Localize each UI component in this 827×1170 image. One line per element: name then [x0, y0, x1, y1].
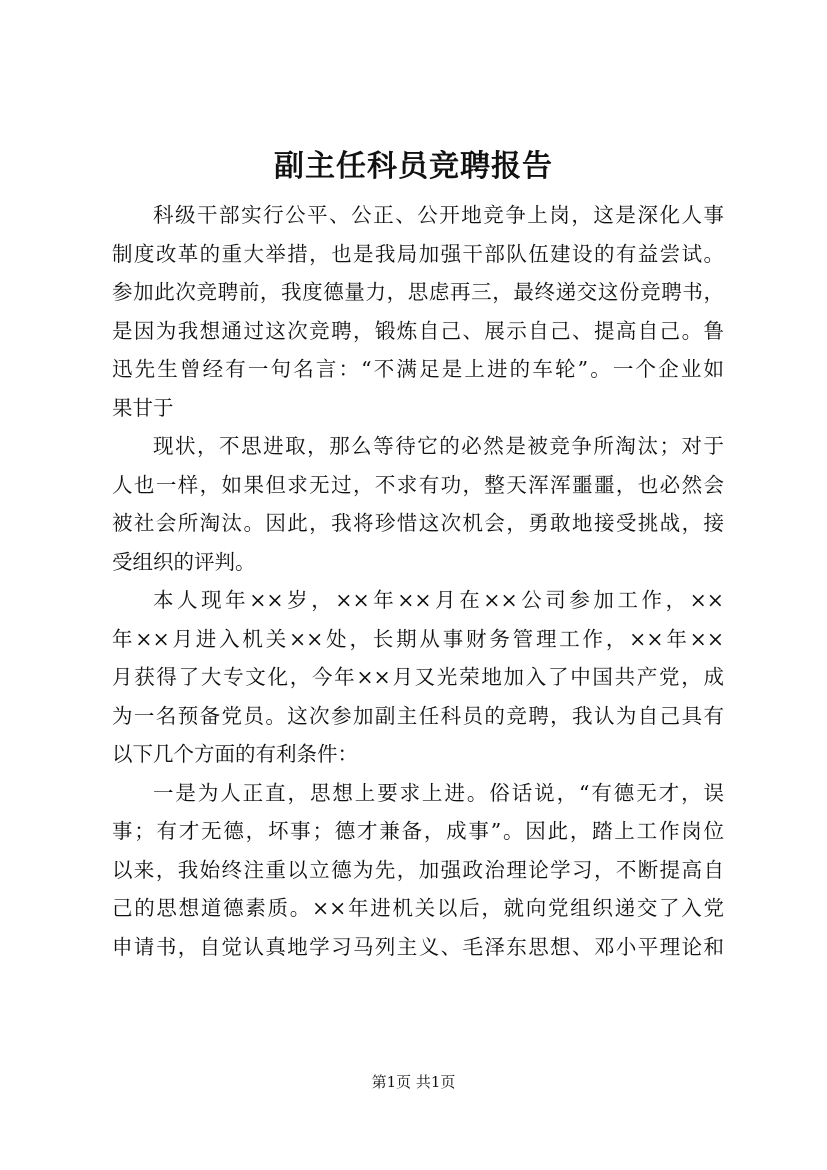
text-line: 是因为我想通过这次竞聘，锻炼自己、展示自己、提高自己。鲁	[112, 318, 724, 343]
text-line: 年××月进入机关××处，长期从事财务管理工作，××年××	[112, 626, 724, 651]
text-line: 本人现年××岁，××年××月在××公司参加工作，××	[153, 588, 724, 612]
text-line: 申请书，自觉认真地学习马列主义、毛泽东思想、邓小平理论和	[112, 934, 724, 959]
text-line: 制度改革的重大举措，也是我局加强干部队伍建设的有益尝试。	[112, 241, 724, 266]
text-line: 受组织的评判。	[112, 549, 256, 574]
document-title: 副主任科员竞聘报告	[274, 149, 553, 184]
text-line: 被社会所淘汰。因此，我将珍惜这次机会，勇敢地接受挑战，接	[112, 511, 724, 535]
text-line: 为一名预备党员。这次参加副主任科员的竞聘，我认为自己具有	[112, 703, 724, 728]
text-line: 以来，我始终注重以立德为先，加强政治理论学习，不断提高自	[112, 857, 724, 882]
text-line: 一是为人正直，思想上要求上进。俗话说，“有德无才，误	[153, 780, 724, 805]
text-line: 人也一样，如果但求无过，不求有功，整天浑浑噩噩，也必然会	[112, 472, 724, 497]
page-footer: 第1页 共1页	[371, 1073, 456, 1091]
text-line: 迅先生曾经有一句名言：“不满足是上进的车轮”。一个企业如	[112, 357, 724, 381]
text-line: 科级干部实行公平、公正、公开地竞争上岗，这是深化人事	[153, 203, 724, 227]
text-line: 参加此次竞聘前，我度德量力，思虑再三，最终递交这份竞聘书，	[112, 280, 724, 304]
text-line: 果甘于	[112, 395, 174, 420]
text-line: 月获得了大专文化，今年××月又光荣地加入了中国共产党，成	[112, 665, 724, 689]
text-line: 己的思想道德素质。××年进机关以后，就向党组织递交了入党	[112, 896, 724, 920]
text-line: 以下几个方面的有利条件：	[112, 742, 358, 766]
text-line: 现状，不思进取，那么等待它的必然是被竞争所淘汰；对于	[153, 434, 724, 458]
document-body	[112, 196, 724, 966]
text-line: 事；有才无德，坏事；德才兼备，成事”。因此，踏上工作岗位	[112, 819, 724, 843]
